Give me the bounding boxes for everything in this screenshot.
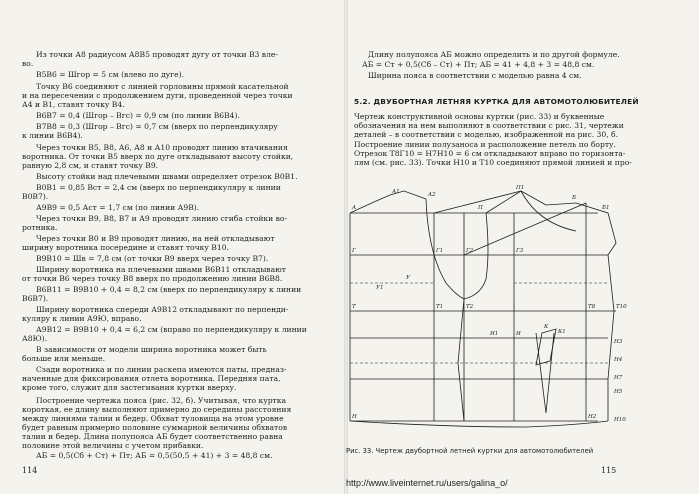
text-line: больше или меньше. bbox=[22, 354, 105, 363]
drawing-label: У bbox=[406, 275, 410, 281]
drawing-label: К bbox=[544, 324, 549, 330]
drawing-label: У1 bbox=[376, 285, 384, 291]
text-line: В6В7 = 0,4 (Шгор – Вгс) = 0,9 см (по линии В6В4). bbox=[36, 111, 240, 120]
text-line: половине этой величины с учетом прибавки. bbox=[22, 441, 204, 450]
text-line: Высоту стойки над плечевыми швами определяет отрезок В0В1. bbox=[36, 172, 298, 181]
drawing-label: Н5 bbox=[614, 389, 623, 395]
drawing-label: А bbox=[352, 205, 357, 211]
text-line: наченные для фиксирования отлета воротника. Передняя пата, bbox=[22, 374, 281, 383]
text-line: между линиями талии и бедер. Обхват туловища на этом уровне bbox=[22, 414, 284, 423]
text-line: кроме того, служит для застегивания куртки вверху. bbox=[22, 383, 237, 392]
drawing-label: Т2 bbox=[466, 304, 474, 310]
text-line: А9В9 = 0,5 Аст = 1,7 см (по линии А9В). bbox=[36, 203, 200, 212]
text-line: деталей – в соответствии с моделью, изображенной на рис. 30, б. bbox=[354, 130, 619, 139]
drawing-label: Н bbox=[352, 414, 357, 420]
text-line: к линии В6В4). bbox=[22, 131, 83, 140]
text-line: В6В11 = В9В10 + 0,4 = 8,2 см (вверх по перпендикуляру к линии bbox=[36, 285, 302, 294]
drawing-label: Т bbox=[352, 304, 356, 310]
text-line: АБ = 0,5(Сб + Ст) + Пт; АБ = 0,5(50,5 + 41) + 3 = 48,8 см. bbox=[36, 451, 273, 460]
text-line: В7В8 = 0,3 (Шгор – Вгс) = 0,7 см (вверх по перпендикуляру bbox=[36, 122, 278, 131]
text-line: В5В6 = Шгор = 5 см (влево по дуге). bbox=[36, 70, 184, 79]
text-line: ширину воротника посередине и ставят точку В10. bbox=[22, 243, 229, 252]
drawing-label: Б bbox=[572, 195, 577, 201]
text-line: Чертеж конструктивной основы куртки (рис. 33) и буквенные bbox=[354, 112, 605, 121]
drawing-label: Г3 bbox=[516, 248, 524, 254]
text-line: обозначения на нем выполняют в соответствии с рис. 31, чертежи bbox=[354, 121, 624, 130]
drawing-label: А2 bbox=[428, 192, 436, 198]
watermark-url: http://www.liveinternet.ru/users/galina_o/ bbox=[346, 478, 508, 488]
text-line: воротника. От точки В5 вверх по дуге откладывают высоту стойки, bbox=[22, 152, 294, 161]
text-line: Через точки В0 и В9 проводят линию, на ней откладывают bbox=[36, 234, 275, 243]
text-line: равную 2,8 см, и ставят точку В9. bbox=[22, 161, 159, 170]
text-line: кулярy к линии А9Ю, вправо. bbox=[22, 314, 142, 323]
drawing-label: Н4 bbox=[614, 357, 623, 363]
text-line: Отрезок Т8Г10 = Н7Н10 = 6 см откладывают вправо по горизонта- bbox=[354, 149, 626, 158]
text-line: Сзади воротника и по линии раскепа имеются паты, предназ- bbox=[36, 365, 287, 374]
text-line: В0В1 = 0,85 Вст = 2,4 см (вверх по перпендикуляру к линии bbox=[36, 183, 281, 192]
drawing-label: П bbox=[478, 205, 483, 211]
text-line: А8Ю). bbox=[22, 334, 48, 343]
text-line: ротника. bbox=[22, 223, 58, 232]
text-line: будет равным примерно половине суммарной величины обхватов bbox=[22, 423, 288, 432]
drawing-label: Т1 bbox=[436, 304, 444, 310]
text-line: лям (см. рис. 33). Точки Н10 и Т10 соединяют прямой линией и про- bbox=[354, 158, 632, 167]
text-line: Через точки В5, В8, А6, А8 и А10 проводят линию втачивания bbox=[36, 143, 288, 152]
text-line: и на пересечении с продолжением дуги, проведенной через точки bbox=[22, 91, 293, 100]
text-line: Из точки А8 радиусом А8В5 проводят дугу от точки В3 вле- bbox=[36, 50, 278, 59]
text-line: В0В7). bbox=[22, 192, 49, 201]
text-line: короткая, ее длину выполняют примерно до середины расстояния bbox=[22, 405, 292, 414]
drawing-label: И bbox=[516, 331, 521, 337]
text-line: В зависимости от модели ширина воротника может быть bbox=[36, 345, 267, 354]
text-line: Ширина пояса в соответствии с моделью равна 4 см. bbox=[368, 71, 582, 80]
text-line: АБ = Ст + 0,5(Сб – Ст) + Пт; АБ = 41 + 4,8 + 3 = 48,8 см. bbox=[362, 60, 595, 69]
text-line: В9В10 = Шв = 7,8 см (от точки В9 вверх через точку В7). bbox=[36, 254, 269, 263]
jacket-pattern-drawing bbox=[346, 183, 699, 445]
text-line: В6В7). bbox=[22, 294, 49, 303]
text-line: Построение линии полузаноса и расположение петель по борту. bbox=[354, 140, 616, 149]
text-line: А4 и В1, ставят точку В4. bbox=[22, 100, 125, 109]
text-line: Через точки В9, В8, В7 и А9 проводят линию сгиба стойки во- bbox=[36, 214, 288, 223]
text-line: Длину полупояса АБ можно определить и по другой формуле. bbox=[368, 50, 620, 59]
drawing-label: И1 bbox=[490, 331, 499, 337]
text-line: Ширину воротника спереди А9В12 откладывают по перпенди- bbox=[36, 305, 289, 314]
section-heading: 5.2. ДВУБОРТНАЯ ЛЕТНЯЯ КУРТКА ДЛЯ АВТОМОТОЛЮБИТЕЛЕЙ bbox=[354, 97, 639, 106]
drawing-label: А1 bbox=[392, 189, 400, 195]
left-page bbox=[0, 0, 346, 494]
drawing-label: Т8 bbox=[588, 304, 596, 310]
text-line: от точки В6 через точку В8 вверх по продолжению линии В6В8. bbox=[22, 274, 283, 283]
text-line: Построение чертежа пояса (рис. 32, б). Учитывая, что куртка bbox=[36, 396, 287, 405]
text-line: во. bbox=[22, 59, 34, 68]
drawing-label: Н10 bbox=[614, 417, 626, 423]
right-page-number: 115 bbox=[601, 466, 617, 475]
drawing-label: Т10 bbox=[616, 304, 627, 310]
text-line: талии и бедер. Длина полупояса АБ будет соответственно равна bbox=[22, 432, 283, 441]
drawing-label: Г2 bbox=[466, 248, 474, 254]
text-line: Ширину воротника на плечевыми швами В6В11 откладывают bbox=[36, 265, 286, 274]
drawing-label: П1 bbox=[516, 185, 525, 191]
drawing-label: Г1 bbox=[436, 248, 444, 254]
figure-caption: Рис. 33. Чертеж двубортной летней куртки для автомотолюбителей bbox=[346, 447, 594, 455]
drawing-label: Н7 bbox=[614, 375, 623, 381]
drawing-label: Г bbox=[352, 248, 356, 254]
text-line: Точку В6 соединяют с линией горловины прямой касательной bbox=[36, 82, 289, 91]
left-page-number: 114 bbox=[22, 466, 38, 475]
right-page bbox=[346, 0, 699, 494]
drawing-label: Н2 bbox=[588, 414, 597, 420]
text-line: А9В12 = В9В10 + 0,4 = 6,2 см (вправо по перпендикуляру к линии bbox=[36, 325, 307, 334]
drawing-label: Б1 bbox=[602, 205, 610, 211]
drawing-label: К1 bbox=[558, 329, 566, 335]
drawing-label: Н3 bbox=[614, 339, 623, 345]
